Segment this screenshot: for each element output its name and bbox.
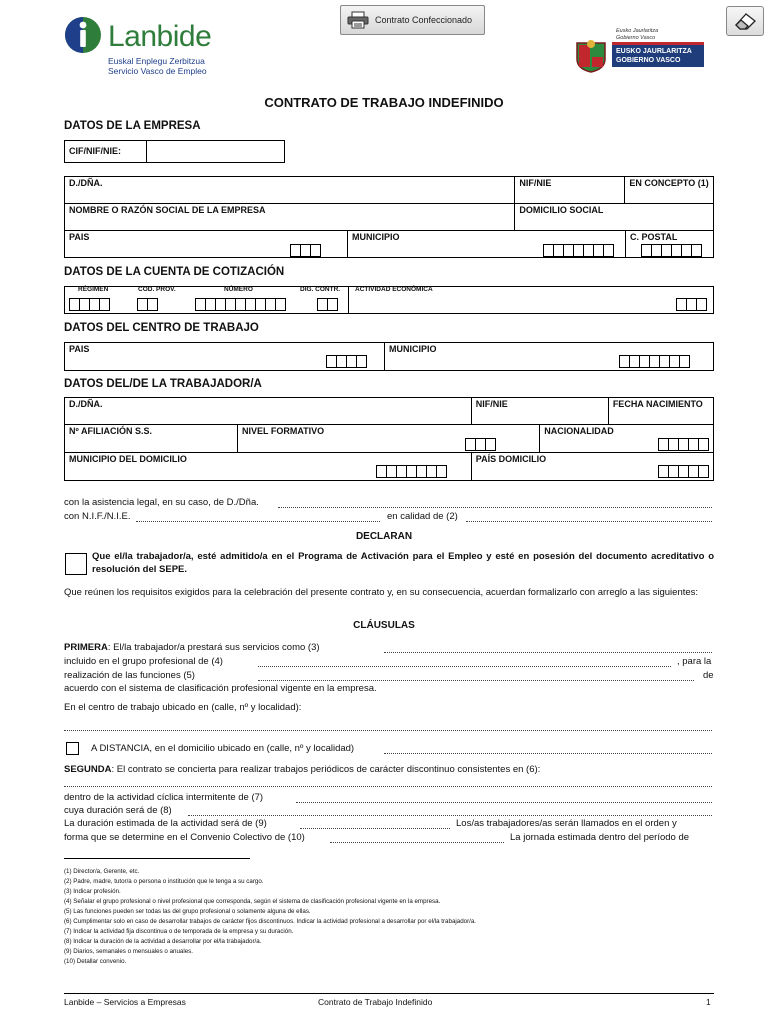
print-contract-button[interactable]	[340, 5, 485, 35]
clausulas-heading: CLÁUSULAS	[353, 620, 415, 631]
cif-table	[64, 140, 285, 163]
empresa-cpostal-label: C. POSTAL	[630, 232, 678, 242]
section-heading-trabajador: DATOS DEL/DE LA TRABAJADOR/A	[64, 378, 262, 390]
razon-social-label: NOMBRE O RAZÓN SOCIAL DE LA EMPRESA	[69, 205, 266, 215]
segunda-label: SEGUNDA	[64, 764, 112, 775]
duracion-label: La duración estimada de la actividad será de (9)	[64, 818, 267, 829]
duracion-input[interactable]	[300, 828, 450, 829]
gov-caption-eu: Eusko Jaurlaritza	[616, 28, 659, 34]
gov-name-eu: EUSKO JAURLARITZA	[616, 48, 692, 55]
centro-pais-boxes[interactable]	[327, 355, 367, 368]
footer-left: Lanbide – Servicios a Empresas	[64, 997, 186, 1007]
nivel-formativo-boxes[interactable]	[466, 438, 496, 451]
trabajador-dna-field[interactable]	[65, 398, 472, 425]
empresa-nif-label: NIF/NIE	[519, 178, 552, 188]
footer-divider	[64, 993, 714, 994]
llamados-text: Los/as trabajadores/as serán llamados en el orden y	[456, 818, 677, 829]
asistencia-label: con la asistencia legal, en su caso, de D./Dña.	[64, 497, 259, 508]
pais-domicilio-label: PAÍS DOMICILIO	[475, 454, 547, 464]
footnote-1: (1) Director/a, Gerente, etc.	[64, 868, 140, 875]
primera-label: PRIMERA	[64, 642, 108, 653]
footnote-7: (7) Indicar la actividad fija discontinua o de temporada de la empresa y su duración.	[64, 928, 294, 935]
afiliacion-label: Nº AFILIACIÓN S.S.	[69, 426, 152, 436]
declaran-text: Que el/la trabajador/a, esté admitido/a en el Programa de Activación para el Empleo y esté en posesión del documento acreditativo o resolución del SEPE.	[92, 551, 714, 576]
nacionalidad-label: NACIONALIDAD	[544, 426, 614, 436]
empresa-nif-field[interactable]	[515, 177, 625, 204]
centro-trabajo-input[interactable]	[64, 730, 712, 731]
gov-caption-es: Gobierno Vasco	[616, 35, 656, 41]
document-title: CONTRATO DE TRABAJO INDEFINIDO	[264, 95, 504, 110]
coat-of-arms-icon	[573, 39, 609, 73]
distancia-label: A DISTANCIA, en el domicilio ubicado en (calle, nº y localidad)	[91, 743, 355, 754]
empresa-pais-code-boxes[interactable]	[291, 244, 321, 257]
empresa-pais-label: PAIS	[69, 232, 90, 242]
footnote-9: (9) Diarios, semanales o mensuales o anuales.	[64, 948, 193, 955]
fecha-nacimiento-label: FECHA NACIMIENTO	[612, 399, 703, 409]
distancia-input[interactable]	[384, 753, 712, 754]
afiliacion-field[interactable]	[65, 425, 238, 453]
empresa-concepto-field[interactable]	[625, 177, 714, 204]
empresa-municipio-code-boxes[interactable]	[544, 244, 614, 257]
section-heading-centro: DATOS DEL CENTRO DE TRABAJO	[64, 322, 259, 334]
cuya-label: cuya duración será de (8)	[64, 805, 172, 816]
empresa-municipio-label: MUNICIPIO	[352, 232, 400, 242]
calidad-input[interactable]	[466, 521, 712, 522]
segunda-text: : El contrato se concierta para realizar trabajos periódicos de carácter discontinuo consistentes en (6):	[111, 764, 541, 775]
cif-label: CIF/NIF/NIE:	[65, 141, 147, 163]
trabajador-dna-label: D./DÑA.	[69, 399, 103, 409]
empresa-table	[64, 176, 714, 258]
dig-contr-boxes[interactable]	[318, 298, 338, 311]
gov-name-banner	[612, 45, 704, 67]
print-button-label: Contrato Confeccionado	[375, 15, 473, 25]
distancia-checkbox[interactable]	[66, 742, 79, 755]
primera-text-4: acuerdo con el sistema de clasificación profesional vigente en la empresa.	[64, 683, 377, 694]
centro-table	[64, 342, 714, 371]
actividad-label: ACTIVIDAD ECONÓMICA	[355, 286, 433, 293]
printer-icon	[347, 11, 369, 29]
numero-boxes[interactable]	[196, 298, 286, 311]
footnote-5: (5) Las funciones pueden ser todas las del grupo profesional o solamente alguna de ellas.	[64, 908, 311, 915]
regimen-boxes[interactable]	[70, 298, 110, 311]
numero-label: NÚMERO	[224, 286, 253, 293]
footnote-6: (6) Cumplimentar solo en caso de desarrollar trabajos de carácter fijos discontinuos. Indicar la actividad profesional a desarrollar por el/la trabajador/a.	[64, 918, 477, 925]
empresa-concepto-label: EN CONCEPTO (1)	[629, 178, 709, 188]
pais-domicilio-boxes[interactable]	[659, 465, 709, 478]
primera-text-3: realización de las funciones (5)	[64, 670, 195, 681]
footnote-8: (8) Indicar la duración de la actividad a desarrollar por el/la trabajador/a.	[64, 938, 262, 945]
ciclica-label: dentro de la actividad cíclica intermitente de (7)	[64, 792, 264, 803]
centro-municipio-boxes[interactable]	[620, 355, 690, 368]
empresa-dna-label: D./DÑA.	[69, 178, 103, 188]
jornada-text: La jornada estimada dentro del período de	[510, 832, 690, 843]
asistencia-input[interactable]	[278, 507, 712, 508]
primera-text-1: : El/la trabajador/a prestará sus servicios como (3)	[107, 642, 320, 653]
municipio-domicilio-label: MUNICIPIO DEL DOMICILIO	[69, 454, 187, 464]
segunda-trabajos-input[interactable]	[64, 786, 712, 787]
logo-subtitle-eu: Euskal Enplegu Zerbitzua	[108, 56, 205, 66]
dig-contr-label: DIG. CONTR.	[300, 286, 341, 293]
gov-name-es: GOBIERNO VASCO	[616, 57, 681, 64]
empresa-dna-field[interactable]	[65, 177, 515, 204]
primera-text-2: incluido en el grupo profesional de (4)	[64, 656, 223, 667]
razon-social-field[interactable]	[65, 204, 515, 231]
primera-text-2b: , para la	[677, 656, 712, 667]
nivel-formativo-label: NIVEL FORMATIVO	[242, 426, 325, 436]
logo-wordmark: Lanbide	[108, 20, 212, 53]
logo-subtitle-es: Servicio Vasco de Empleo	[108, 66, 207, 76]
con-nif-input[interactable]	[136, 521, 380, 522]
trabajador-nif-field[interactable]	[471, 398, 608, 425]
centro-pais-label: PAIS	[69, 344, 90, 354]
forma-label: forma que se determine en el Convenio Colectivo de (10)	[64, 832, 305, 843]
declaran-checkbox[interactable]	[65, 553, 87, 575]
declaran-heading: DECLARAN	[355, 531, 413, 542]
section-heading-empresa: DATOS DE LA EMPRESA	[64, 120, 201, 132]
cuya-input[interactable]	[188, 815, 712, 816]
domicilio-social-field[interactable]	[515, 204, 714, 231]
cif-input[interactable]	[147, 141, 285, 163]
cod-prov-label: COD. PROV.	[138, 286, 176, 293]
convenio-input[interactable]	[330, 842, 504, 843]
centro-trabajo-label: En el centro de trabajo ubicado en (calle, nº y localidad):	[64, 702, 302, 713]
domicilio-social-label: DOMICILIO SOCIAL	[519, 205, 604, 215]
primera-funciones-input[interactable]	[258, 680, 694, 681]
eraser-icon	[732, 11, 758, 31]
section-heading-cotizacion: DATOS DE LA CUENTA DE COTIZACIÓN	[64, 266, 285, 278]
primera-profesion-input[interactable]	[384, 652, 712, 653]
cod-prov-boxes[interactable]	[138, 298, 158, 311]
footer-center: Contrato de Trabajo Indefinido	[318, 997, 433, 1007]
footnote-3: (3) Indicar profesión.	[64, 888, 121, 895]
actividad-boxes[interactable]	[677, 298, 707, 311]
con-nif-label: con N.I.F./N.I.E.	[64, 511, 131, 522]
calidad-label: en calidad de (2)	[387, 511, 458, 522]
page-number: 1	[706, 997, 711, 1007]
trabajador-nif-label: NIF/NIE	[475, 399, 508, 409]
clear-form-button[interactable]	[726, 6, 764, 36]
reunen-text: Que reúnen los requisitos exigidos para la celebración del presente contrato y, en su consecuencia, acuerdan formalizarlo con arreglo a las siguientes:	[64, 587, 699, 598]
centro-municipio-label: MUNICIPIO	[389, 344, 437, 354]
lanbide-logo-icon	[64, 16, 102, 54]
footnote-10: (10) Detallar convenio.	[64, 958, 127, 965]
primera-text-3b: de	[703, 670, 714, 681]
regimen-label: RÉGIMEN	[78, 286, 109, 293]
fecha-nacimiento-field[interactable]	[608, 398, 713, 425]
ciclica-input[interactable]	[296, 802, 712, 803]
footnote-4: (4) Señalar el grupo profesional o nivel profesional que corresponda, según el sistema de clasificación profesional vigente en la empresa.	[64, 898, 441, 905]
nacionalidad-boxes[interactable]	[659, 438, 709, 451]
footnote-2: (2) Padre, madre, tutor/a o persona o institución que le tenga a su cargo.	[64, 878, 264, 885]
footnote-divider	[64, 858, 250, 859]
municipio-domicilio-boxes[interactable]	[377, 465, 447, 478]
primera-grupo-input[interactable]	[258, 666, 671, 667]
empresa-cpostal-boxes[interactable]	[642, 244, 702, 257]
